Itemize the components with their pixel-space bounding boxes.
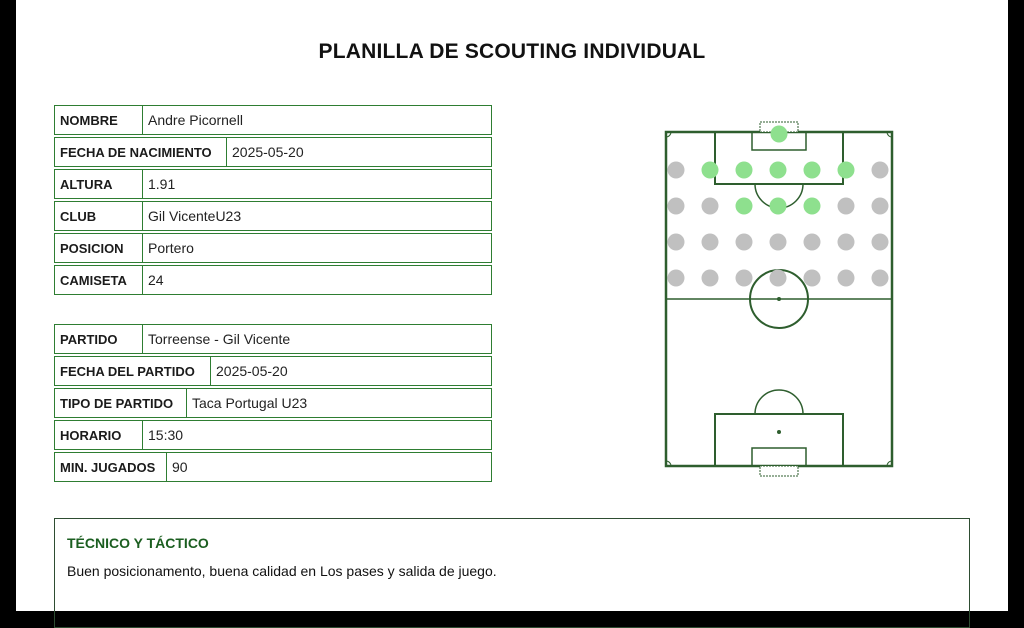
match-value-fecha-partido: 2025-05-20 xyxy=(216,363,288,379)
player-row-fecha-nacimiento xyxy=(54,137,492,167)
match-label-min-jugados: MIN. JUGADOS xyxy=(55,453,167,481)
position-dot xyxy=(770,270,787,287)
scouting-sheet xyxy=(16,0,1008,611)
player-row-altura xyxy=(54,169,492,199)
player-row-club xyxy=(54,201,492,231)
bottom-penalty-area xyxy=(715,414,843,466)
position-dot xyxy=(702,234,719,251)
section-title: TÉCNICO Y TÁCTICO xyxy=(67,535,209,551)
bottom-goal-net xyxy=(760,466,798,476)
player-label-fecha-nacimiento: FECHA DE NACIMIENTO xyxy=(55,138,227,166)
position-dot xyxy=(668,198,685,215)
position-dot xyxy=(838,198,855,215)
center-spot xyxy=(777,297,781,301)
player-info-table xyxy=(54,105,492,297)
player-value-fecha-nacimiento: 2025-05-20 xyxy=(232,144,304,160)
position-dot xyxy=(702,198,719,215)
position-dot xyxy=(668,162,685,179)
section-text: Buen posicionamento, buena calidad en Los pases y salida de juego. xyxy=(67,563,497,579)
player-value-camiseta: 24 xyxy=(148,272,164,288)
position-dot xyxy=(804,198,821,215)
position-dot xyxy=(770,198,787,215)
technical-tactical-section xyxy=(54,518,970,628)
player-value-nombre: Andre Picornell xyxy=(148,112,243,128)
position-dot xyxy=(736,198,753,215)
position-dot xyxy=(736,162,753,179)
match-info-table xyxy=(54,324,492,484)
player-value-posicion: Portero xyxy=(148,240,194,256)
position-dot xyxy=(770,234,787,251)
position-dot xyxy=(838,270,855,287)
match-value-horario: 15:30 xyxy=(148,427,184,443)
position-dot xyxy=(770,162,787,179)
match-value-tipo-partido: Taca Portugal U23 xyxy=(192,395,308,411)
position-dot xyxy=(702,270,719,287)
match-label-fecha-partido: FECHA DEL PARTIDO xyxy=(55,357,211,385)
bottom-penalty-spot xyxy=(777,430,781,434)
match-row-partido xyxy=(54,324,492,354)
pitch-heatmap xyxy=(646,118,896,483)
player-label-nombre: NOMBRE xyxy=(55,106,143,134)
player-row-camiseta xyxy=(54,265,492,295)
match-row-tipo-partido xyxy=(54,388,492,418)
match-label-horario: HORARIO xyxy=(55,421,143,449)
player-label-posicion: POSICION xyxy=(55,234,143,262)
page-title: PLANILLA DE SCOUTING INDIVIDUAL xyxy=(318,40,706,63)
bottom-goal-area xyxy=(752,448,806,466)
player-label-camiseta: CAMISETA xyxy=(55,266,143,294)
position-dot xyxy=(804,270,821,287)
position-dot xyxy=(872,270,889,287)
position-dot xyxy=(736,270,753,287)
player-value-club: Gil VicenteU23 xyxy=(148,208,242,224)
match-row-fecha-partido xyxy=(54,356,492,386)
player-label-altura: ALTURA xyxy=(55,170,143,198)
position-dot xyxy=(872,198,889,215)
match-label-partido: PARTIDO xyxy=(55,325,143,353)
position-dot xyxy=(872,234,889,251)
bottom-penalty-arc xyxy=(755,390,803,414)
player-value-altura: 1.91 xyxy=(148,176,176,192)
position-dot xyxy=(872,162,889,179)
match-value-partido: Torreense - Gil Vicente xyxy=(148,331,291,347)
player-label-club: CLUB xyxy=(55,202,143,230)
position-dot-goalkeeper xyxy=(771,126,788,143)
position-dot xyxy=(702,162,719,179)
position-dot xyxy=(668,270,685,287)
position-dot xyxy=(838,162,855,179)
match-value-min-jugados: 90 xyxy=(172,459,188,475)
position-dot xyxy=(804,162,821,179)
position-dot xyxy=(838,234,855,251)
player-row-nombre xyxy=(54,105,492,135)
match-row-min-jugados xyxy=(54,452,492,482)
position-dot xyxy=(668,234,685,251)
position-dot xyxy=(736,234,753,251)
position-dot xyxy=(804,234,821,251)
player-row-posicion xyxy=(54,233,492,263)
match-label-tipo-partido: TIPO DE PARTIDO xyxy=(55,389,187,417)
match-row-horario xyxy=(54,420,492,450)
